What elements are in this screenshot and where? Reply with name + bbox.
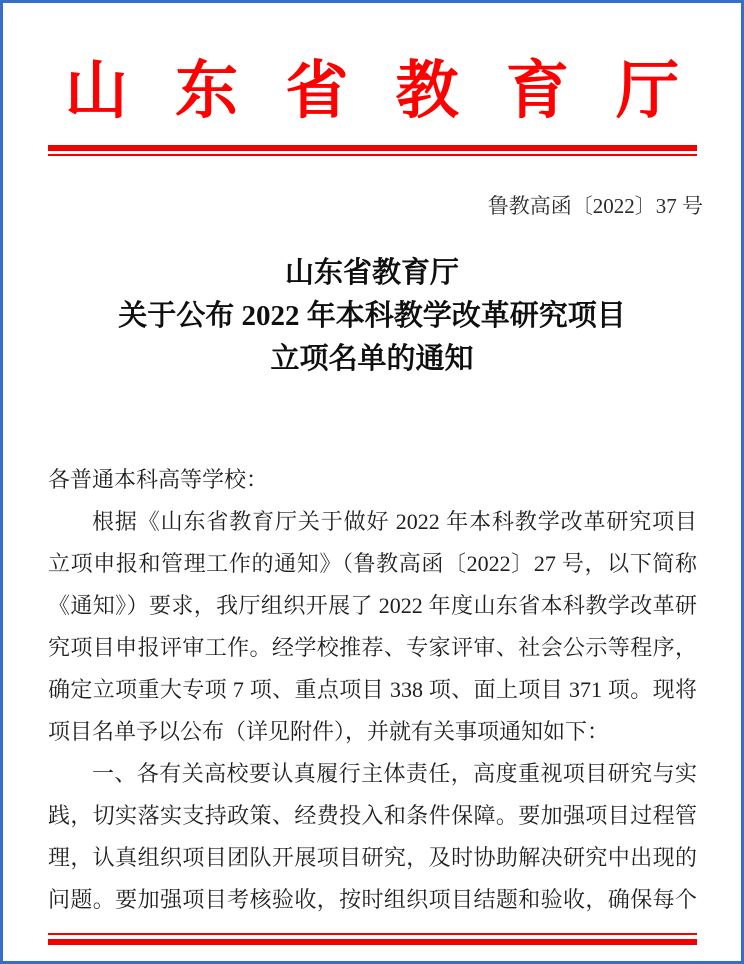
letterhead-org-name: 山东省教育厅 bbox=[64, 56, 727, 126]
footer-rule-thin bbox=[48, 933, 697, 935]
body-line: 《通知》）要求，我厅组织开展了 2022 年度山东省本科教学改革研 bbox=[48, 593, 697, 618]
letterhead bbox=[3, 53, 741, 129]
notice-title-line1: 山东省教育厅 bbox=[284, 257, 459, 289]
body-line: 问题。要加强项目考核验收，按时组织项目结题和验收，确保每个 bbox=[48, 887, 697, 912]
footer-double-rule bbox=[48, 933, 697, 945]
document-number: 鲁教高函〔2022〕37 号 bbox=[487, 194, 703, 218]
notice-title-line3: 立项名单的通知 bbox=[270, 343, 474, 375]
body-line: 践，切实落实支持政策、经费投入和条件保障。要加强项目过程管 bbox=[48, 803, 697, 828]
notice-title bbox=[3, 252, 741, 381]
body-line: 项目名单予以公布（详见附件），并就有关事项通知如下： bbox=[48, 719, 610, 744]
letterhead-rule-thin bbox=[48, 154, 697, 156]
body-line: 根据《山东省教育厅关于做好 2022 年本科教学改革研究项目 bbox=[92, 509, 697, 534]
letterhead-double-rule bbox=[48, 145, 697, 156]
letterhead-rule-thick bbox=[48, 145, 697, 151]
body-line: 立项申报和管理工作的通知》（鲁教高函〔2022〕27 号，以下简称 bbox=[48, 551, 697, 576]
body-line: 一、各有关高校要认真履行主体责任，高度重视项目研究与实 bbox=[92, 761, 697, 786]
body-line: 究项目申报评审工作。经学校推荐、专家评审、社会公示等程序， bbox=[48, 635, 697, 660]
body-line: 确定立项重大专项 7 项、重点项目 338 项、面上项目 371 项。现将 bbox=[48, 677, 697, 702]
notice-title-line2: 关于公布 2022 年本科教学改革研究项目 bbox=[118, 300, 626, 332]
footer-rule-thick bbox=[48, 939, 697, 945]
notice-body bbox=[48, 459, 697, 921]
body-line: 理，认真组织项目团队开展项目研究，及时协助解决研究中出现的 bbox=[48, 845, 697, 870]
salutation: 各普通本科高等学校： bbox=[48, 467, 269, 492]
